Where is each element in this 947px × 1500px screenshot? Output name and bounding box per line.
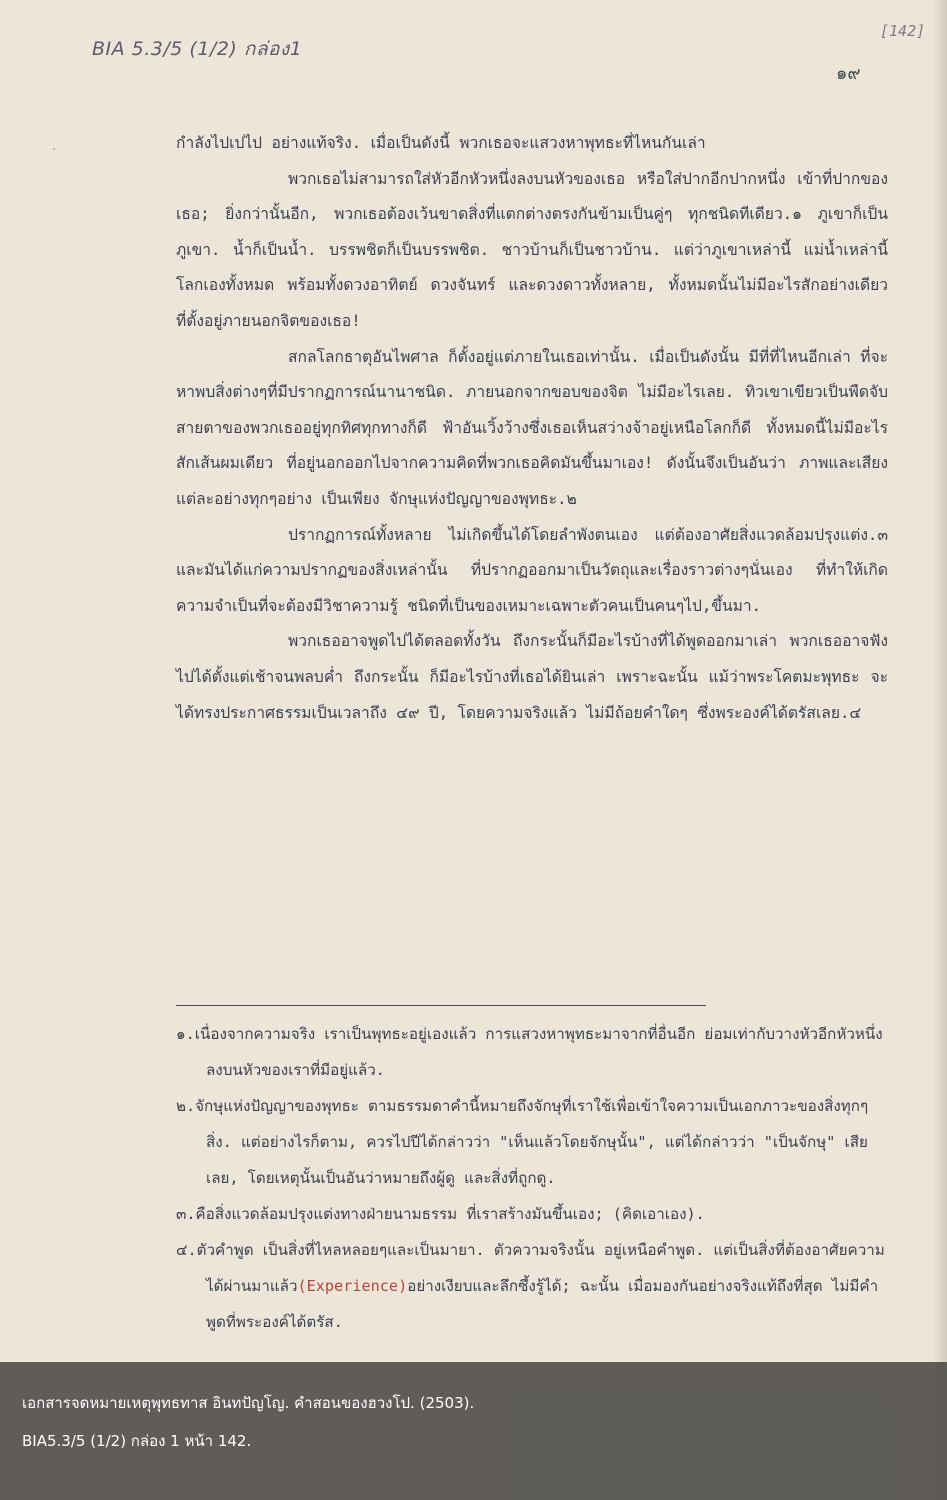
caption-title: เอกสารจดหมายเหตุพุทธทาส อินทปัญโญ. คำสอนของฮวงโป. (2503). (22, 1394, 475, 1412)
page-edge-shadow (933, 0, 947, 1500)
red-ink-annotation: (Experience) (297, 1277, 408, 1295)
footnote-2: ๒.จักษุแห่งปัญญาของพุทธะ ตามธรรมดาคำนี้หมายถึงจักษุที่เราใช้เพื่อเข้าใจความเป็นเอกภาวะของสิ่งทุกๆสิ่ง. แต่อย่างไรก็ตาม, ควรไปปีได้กล่าวว่า "เห็นแล้วโดยจักษุนั้น", แต่ได้กล่าวว่า "เป็นจักษุ" เสียเลย, โดยเหตุนั้นเป็นอันว่าหมายถึงผู้ดู และสิ่งที่ถูกดู. (176, 1097, 869, 1187)
footnotes (176, 1016, 888, 1340)
body-paragraph: กำลังไปเปไป อย่างแท้จริง. เมื่อเป็นดังนี้ พวกเธอจะแสวงหาพุทธะที่ไหนกันเล่า (176, 134, 706, 152)
body-paragraph: พวกเธอไม่สามารถใส่หัวอีกหัวหนึ่งลงบนหัวของเธอ หรือใส่ปากอีกปากหนึ่ง เข้าที่ปากของเธอ; ยิ่งกว่านั้นอีก, พวกเธอต้องเว้นขาดสิ่งที่แตกต่างตรงกันข้ามเป็นคู่ๆ ทุกชนิดทีเดียว.๑ ภูเขาก็เป็นภูเขา. น้ำก็เป็นน้ำ. บรรพชิตก็เป็นบรรพชิต. ชาวบ้านก็เป็นชาวบ้าน. แต่ว่าภูเขาเหล่านี้ แม่น้ำเหล่านี้ โลกเองทั้งหมด พร้อมทั้งดวงอาทิตย์ ดวงจันทร์ และดวงดาวทั้งหลาย, ทั้งหมดนั้นไม่มีอะไรสักอย่างเดียว ที่ตั้งอยู่ภายนอกจิตของเธอ! (176, 169, 888, 330)
caption-reference: BIA5.3/5 (1/2) กล่อง 1 หน้า 142. (22, 1432, 252, 1450)
handwritten-archive-reference: BIA 5.3/5 (1/2) กล่อง1 (92, 38, 303, 60)
typewritten-body (176, 126, 888, 731)
body-paragraph: ปรากฏการณ์ทั้งหลาย ไม่เกิดขึ้นได้โดยลำพังตนเอง แต่ต้องอาศัยสิ่งแวดล้อมปรุงแต่ง.๓ และมันได้แก่ความปรากฏของสิ่งเหล่านั้น ที่ปรากฏออกมาเป็นวัตถุและเรื่องราวต่างๆนั่นเอง ที่ทำให้เกิดความจำเป็นที่จะต้องมีวิชาความรู้ ชนิดที่เป็นของเหมาะเฉพาะตัวคนเป็นคนๆไป,ขึ้นมา. (176, 525, 888, 615)
footnote-4-text-continued: อย่างเงียบและลึกซึ้งรู้ได้; ฉะนั้น เมื่อมองกันอย่างจริงแท้ถึงที่สุด ไม่มีคำพูดที่พระองค์ได้ตรัส. (206, 1277, 879, 1331)
footnote-3: ๓.คือสิ่งแวดล้อมปรุงแต่งทางฝ่ายนามธรรม ที่เราสร้างมันขึ้นเอง; (คิดเอาเอง). (176, 1205, 705, 1223)
body-paragraph: พวกเธออาจพูดไปได้ตลอดทั้งวัน ถึงกระนั้นก็มีอะไรบ้างที่ได้พูดออกมาเล่า พวกเธออาจฟังไปได้ตั้งแต่เช้าจนพลบค่ำ ถึงกระนั้น ก็มีอะไรบ้างที่เธอได้ยินเล่า เพราะฉะนั้น แม้ว่าพระโคตมะพุทธะ จะได้ทรงประกาศธรรมเป็นเวลาถึง ๔๙ ปี, โดยความจริงแล้ว ไม่มีถ้อยคำใดๆ ซึ่งพระองค์ได้ตรัสเลย.๔ (176, 632, 888, 722)
footnote-4-text: ๔.ตัวคำพูด เป็นสิ่งที่ไหลหลอยๆและเป็นมายา. ตัวความจริงนั้น อยู่เหนือคำพูด. แต่เป็นสิ่งที่ต้องอาศัยความได้ผ่านมาแล้ว (176, 1241, 885, 1295)
margin-mark: · (52, 142, 57, 158)
footnote-4 (176, 1232, 888, 1340)
footnote-separator (176, 1005, 706, 1006)
document-page-number: ๑๙ (836, 63, 861, 84)
footnote-1: ๑.เนื่องจากความจริง เราเป็นพุทธะอยู่เองแล้ว การแสวงหาพุทธะมาจากที่อื่นอีก ย่อมเท่ากับวางหัวอีกหัวหนึ่ง ลงบนหัวของเราที่มีอยู่แล้ว. (176, 1025, 883, 1079)
archive-page-number: [142] (880, 22, 926, 40)
body-paragraph: สกลโลกธาตุอันไพศาล ก็ตั้งอยู่แต่ภายในเธอเท่านั้น. เมื่อเป็นดังนั้น มีที่ที่ไหนอีกเล่า ที่จะหาพบสิ่งต่างๆที่มีปรากฏการณ์นานาชนิด. ภายนอกจากขอบของจิต ไม่มีอะไรเลย. ทิวเขาเขียวเป็นพืดจับสายตาของพวกเธออยู่ทุกทิศทุกทางก็ดี ฟ้าอันเวิ้งว้างซึ่งเธอเห็นสว่างจ้าอยู่เหนือโลกก็ดี ทั้งหมดนี้ไม่มีอะไรสักเส้นผมเดียว ที่อยู่นอกออกไปจากความคิดที่พวกเธอคิดมันขึ้นมาเอง! ดังนั้นจึงเป็นอันว่า ภาพและเสียงแต่ละอย่างทุกๆอย่าง เป็นเพียง จักษุแห่งปัญญาของพุทธะ.๒ (176, 347, 888, 508)
